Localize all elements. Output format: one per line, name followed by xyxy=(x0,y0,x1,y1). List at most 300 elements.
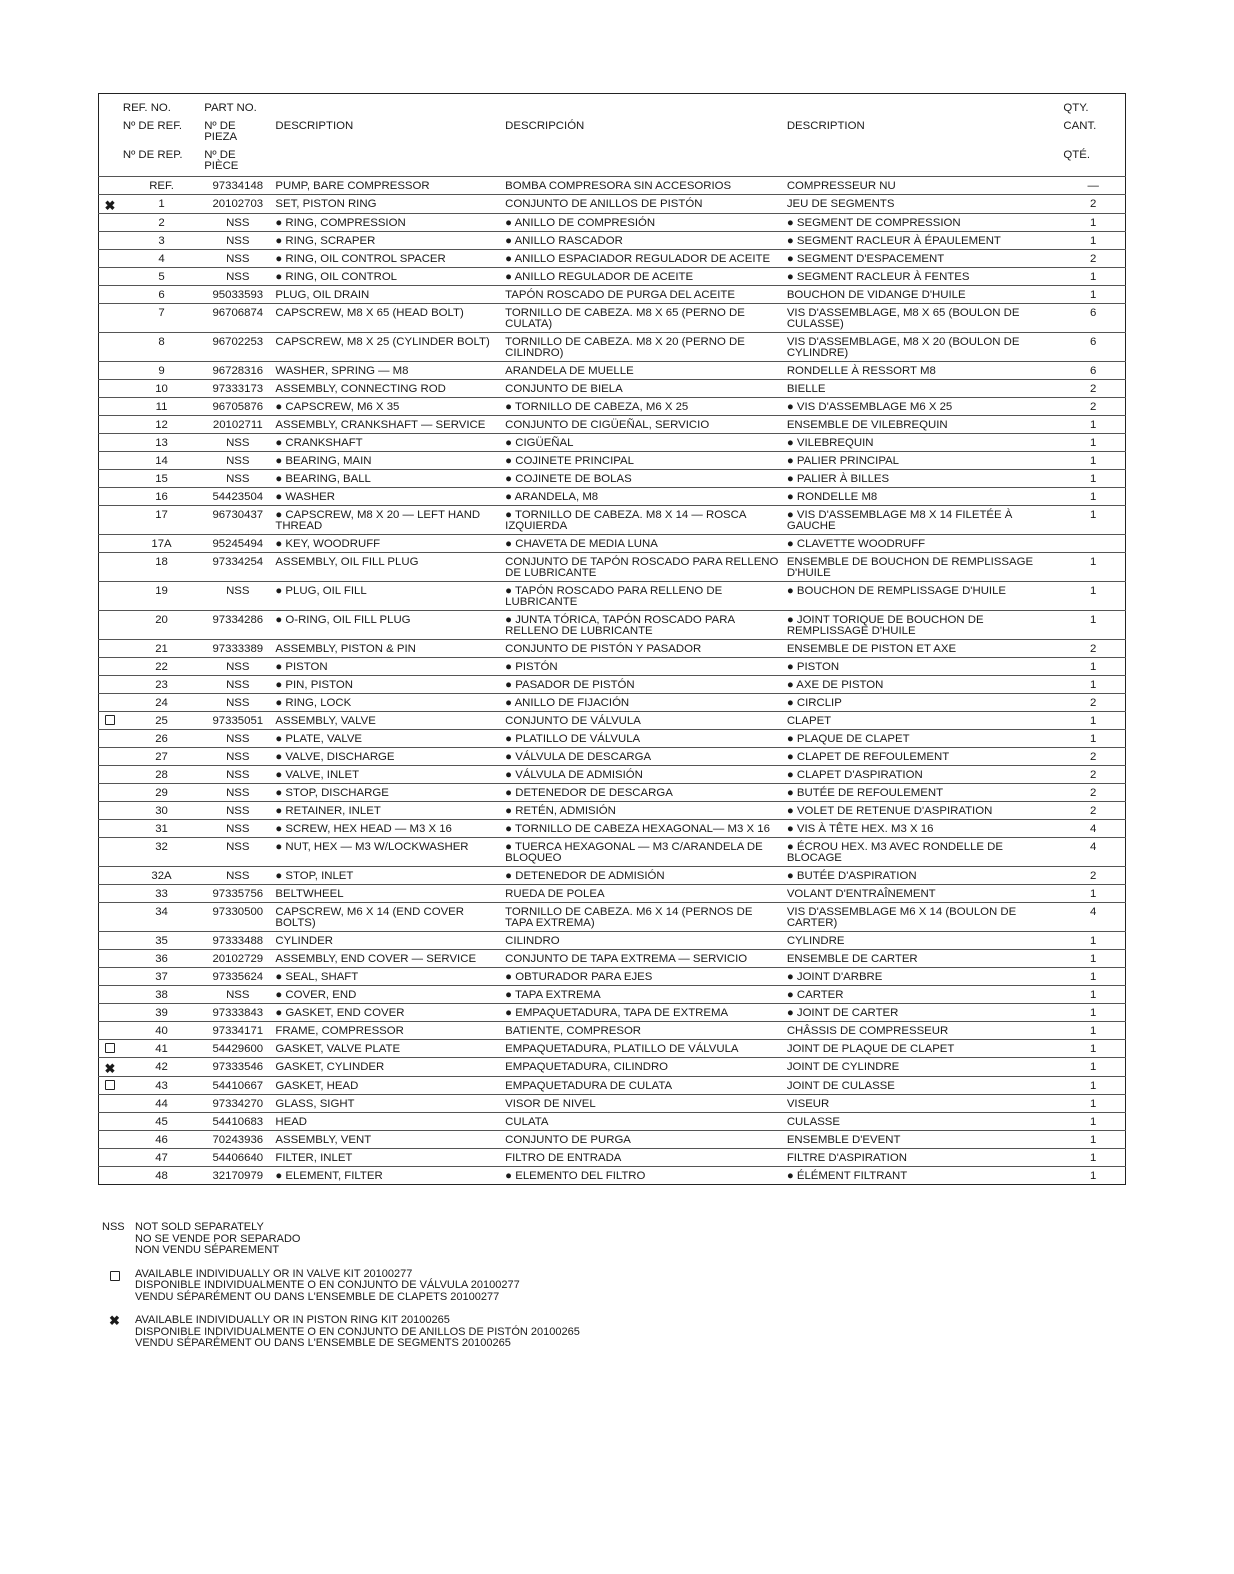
description-en-cell: FILTER, INLET xyxy=(275,1152,353,1165)
description-en-cell: ● VALVE, DISCHARGE xyxy=(275,751,395,764)
qty-cell: 1 xyxy=(1090,217,1097,230)
description-es-cell: CILINDRO xyxy=(505,935,560,948)
part-no-cell: NSS xyxy=(226,253,250,266)
description-en-cell: HEAD xyxy=(275,1116,308,1129)
description-fr-cell: ● VILEBREQUIN xyxy=(786,437,874,450)
description-en-cell: PLUG, OIL DRAIN xyxy=(275,289,370,302)
part-no-cell: 97330500 xyxy=(212,906,264,919)
ref-no-cell: 12 xyxy=(155,419,168,432)
part-no-cell: NSS xyxy=(226,271,250,284)
table-row xyxy=(99,611,1126,640)
ref-no-cell: 35 xyxy=(155,935,168,948)
valve-kit-icon xyxy=(102,1269,132,1285)
qty-cell: 1 xyxy=(1090,888,1097,901)
qty-cell xyxy=(1061,535,1125,553)
description-fr-cell: ● VIS D'ASSEMBLAGE M6 X 25 xyxy=(786,401,953,414)
description-fr-cell: VIS D'ASSEMBLAGE, M8 X 65 (BOULON DE CULASSE) xyxy=(786,307,1020,331)
description-en-cell: ● WASHER xyxy=(275,491,335,504)
mark-cell xyxy=(99,304,121,333)
qty-cell: 1 xyxy=(1090,715,1097,728)
mark-cell xyxy=(99,553,121,582)
description-en-cell: ● STOP, DISCHARGE xyxy=(275,787,389,800)
description-fr-cell: RONDELLE À RESSORT M8 xyxy=(786,365,936,378)
description-es-cell: ● VÁLVULA DE DESCARGA xyxy=(505,751,652,764)
part-no-cell: 20102729 xyxy=(212,953,264,966)
mark-cell xyxy=(99,333,121,362)
part-no-cell: NSS xyxy=(226,697,250,710)
description-en-cell: GLASS, SIGHT xyxy=(275,1098,355,1111)
ref-no-cell: 29 xyxy=(155,787,168,800)
qty-cell: 2 xyxy=(1090,197,1097,210)
qty-cell: — xyxy=(1087,179,1099,192)
ref-no-cell: 38 xyxy=(155,989,168,1002)
description-es-cell: ● ARANDELA, M8 xyxy=(505,491,599,504)
table-row xyxy=(99,802,1126,820)
mark-cell xyxy=(99,434,121,452)
qty-cell: 1 xyxy=(1090,1061,1097,1074)
table-row xyxy=(99,1040,1126,1058)
part-no-header-fr: Nº DE PIÈCE xyxy=(204,148,239,173)
description-en-cell: ● SEAL, SHAFT xyxy=(275,971,359,984)
description-fr-cell: ● PLAQUE DE CLAPET xyxy=(786,733,910,746)
table-row xyxy=(99,766,1126,784)
description-fr-cell: ● BUTÉE DE REFOULEMENT xyxy=(786,787,944,800)
table-row xyxy=(99,194,1126,213)
table-row xyxy=(99,398,1126,416)
description-fr-cell: ● VIS D'ASSEMBLAGE M8 X 14 FILETÉE À GAUCHE xyxy=(786,509,1013,533)
ref-no-header-es: Nº DE REF. xyxy=(122,120,183,132)
qty-cell: 1 xyxy=(1090,614,1097,627)
mark-cell xyxy=(99,802,121,820)
part-no-cell: 97333173 xyxy=(212,383,264,396)
description-es-cell: ● PASADOR DE PISTÓN xyxy=(505,679,635,692)
description-es-cell: ● OBTURADOR PARA EJES xyxy=(505,971,653,984)
part-no-cell: NSS xyxy=(226,841,250,854)
description-fr-cell: ● ÉCROU HEX. M3 AVEC RONDELLE DE BLOCAGE xyxy=(786,841,1004,865)
description-es-cell: CONJUNTO DE PURGA xyxy=(505,1134,631,1147)
description-fr-cell: ● BOUCHON DE REMPLISSAGE D'HUILE xyxy=(786,585,1007,598)
qty-cell: 1 xyxy=(1090,971,1097,984)
description-en-cell: ● RING, SCRAPER xyxy=(275,235,376,248)
table-row xyxy=(99,784,1126,802)
mark-cell xyxy=(99,176,121,194)
description-fr-cell: ● PALIER PRINCIPAL xyxy=(786,455,899,468)
qty-cell: 1 xyxy=(1090,1116,1097,1129)
description-fr-cell: ● PALIER À BILLES xyxy=(786,473,890,486)
footnote-line: NON VENDU SÉPAREMENT xyxy=(135,1244,280,1256)
description-fr-cell: BIELLE xyxy=(786,383,826,396)
piston-ring-kit-icon: ✖ xyxy=(104,1061,116,1077)
part-no-cell: NSS xyxy=(226,679,250,692)
table-row xyxy=(99,582,1126,611)
description-en-cell: ● STOP, INLET xyxy=(275,870,354,883)
qty-cell: 1 xyxy=(1090,935,1097,948)
ref-no-cell: 14 xyxy=(155,455,168,468)
ref-no-cell: 11 xyxy=(155,401,168,414)
mark-cell xyxy=(99,950,121,968)
part-no-cell: NSS xyxy=(226,661,250,674)
qty-cell: 2 xyxy=(1090,383,1097,396)
description-es-cell: ● ELEMENTO DEL FILTRO xyxy=(505,1170,646,1183)
table-row xyxy=(99,535,1126,553)
valve-kit-icon xyxy=(105,1080,115,1090)
description-es-cell: ● PISTÓN xyxy=(505,661,558,674)
description-en-cell: GASKET, CYLINDER xyxy=(275,1061,385,1074)
description-es-cell: ● ANILLO REGULADOR DE ACEITE xyxy=(505,271,694,284)
table-row xyxy=(99,362,1126,380)
part-no-header-es: Nº DE PIEZA xyxy=(204,120,238,144)
ref-no-cell: 33 xyxy=(155,888,168,901)
table-row xyxy=(99,452,1126,470)
mark-cell xyxy=(99,1058,121,1077)
description-en-cell: ● BEARING, MAIN xyxy=(275,455,372,468)
qty-cell: 2 xyxy=(1090,805,1097,818)
description-es-cell: ● TAPA EXTREMA xyxy=(505,989,601,1002)
mark-cell xyxy=(99,820,121,838)
qty-cell: 1 xyxy=(1090,419,1097,432)
part-no-cell: 95245494 xyxy=(212,538,264,551)
ref-no-cell: 20 xyxy=(155,614,168,627)
description-en-cell: GASKET, VALVE PLATE xyxy=(275,1043,401,1056)
mark-cell xyxy=(99,766,121,784)
mark-cell xyxy=(99,416,121,434)
mark-cell xyxy=(99,694,121,712)
qty-cell: 1 xyxy=(1090,271,1097,284)
mark-cell xyxy=(99,903,121,932)
description-fr-cell: ● ÉLÉMENT FILTRANT xyxy=(786,1170,908,1183)
part-no-cell: NSS xyxy=(226,989,250,1002)
part-no-cell: 97333843 xyxy=(212,1007,264,1020)
description-es-cell: ● EMPAQUETADURA, TAPA DE EXTREMA xyxy=(505,1007,729,1020)
part-no-cell: 96730437 xyxy=(212,509,264,522)
qty-cell: 1 xyxy=(1090,661,1097,674)
ref-no-cell: 47 xyxy=(155,1152,168,1165)
part-no-cell: 70243936 xyxy=(212,1134,264,1147)
table-row xyxy=(99,232,1126,250)
piston-ring-kit-icon: ✖ xyxy=(109,1313,120,1328)
description-en-cell: ● KEY, WOODRUFF xyxy=(275,538,381,551)
qty-cell: 1 xyxy=(1090,1080,1097,1093)
description-fr-cell: JOINT DE CULASSE xyxy=(786,1080,895,1093)
description-fr-cell: VOLANT D'ENTRAÎNEMENT xyxy=(786,888,936,901)
ref-no-cell: 23 xyxy=(155,679,168,692)
qty-cell: 1 xyxy=(1090,1134,1097,1147)
description-es-cell: VISOR DE NIVEL xyxy=(505,1098,596,1111)
mark-cell xyxy=(99,748,121,766)
mark-cell xyxy=(99,286,121,304)
mark-cell xyxy=(99,932,121,950)
qty-cell: 2 xyxy=(1090,787,1097,800)
qty-cell: 4 xyxy=(1090,906,1097,919)
mark-cell xyxy=(99,506,121,535)
ref-no-cell: 32 xyxy=(155,841,168,854)
table-row xyxy=(99,885,1126,903)
mark-cell xyxy=(99,986,121,1004)
description-fr-cell: ENSEMBLE D'EVENT xyxy=(786,1134,901,1147)
qty-cell: 2 xyxy=(1090,751,1097,764)
table-header xyxy=(99,94,1126,177)
description-en-cell: ● RING, LOCK xyxy=(275,697,352,710)
qty-cell: 6 xyxy=(1090,365,1097,378)
ref-no-cell: REF. xyxy=(149,179,174,192)
table-row xyxy=(99,1113,1126,1131)
mark-cell xyxy=(99,398,121,416)
mark-cell xyxy=(99,1040,121,1058)
part-no-cell: 97334270 xyxy=(212,1098,264,1111)
table-body xyxy=(99,176,1126,1185)
description-en-cell: ● RETAINER, INLET xyxy=(275,805,381,818)
valve-kit-icon xyxy=(105,715,115,725)
ref-no-cell: 40 xyxy=(155,1025,168,1038)
description-es-cell: RUEDA DE POLEA xyxy=(505,888,605,901)
ref-no-cell: 17A xyxy=(151,538,172,551)
description-en-cell: ● PIN, PISTON xyxy=(275,679,353,692)
part-no-cell: 96702253 xyxy=(212,336,264,349)
table-row xyxy=(99,640,1126,658)
parts-table xyxy=(98,93,1126,1185)
description-en-cell: ASSEMBLY, VALVE xyxy=(275,715,376,728)
footnote-line: VENDU SÉPARÉMENT OU DANS L'ENSEMBLE DE SEGMENTS 20100265 xyxy=(135,1337,511,1349)
footnote xyxy=(102,1315,580,1350)
description-es-cell: BATIENTE, COMPRESOR xyxy=(505,1025,642,1038)
qty-cell: 1 xyxy=(1090,1043,1097,1056)
description-en-cell: ● PLATE, VALVE xyxy=(275,733,363,746)
description-en-cell: ● PLUG, OIL FILL xyxy=(275,585,367,598)
footnote-line: NO SE VENDE POR SEPARADO xyxy=(135,1232,301,1245)
ref-no-cell: 24 xyxy=(155,697,168,710)
mark-cell xyxy=(99,452,121,470)
mark-cell xyxy=(99,250,121,268)
ref-no-cell: 25 xyxy=(155,715,168,728)
description-es-cell: TORNILLO DE CABEZA. M8 X 20 (PERNO DE CILINDRO) xyxy=(505,336,745,360)
description-en-cell: BELTWHEEL xyxy=(275,888,344,901)
ref-no-cell: 31 xyxy=(155,823,168,836)
table-row xyxy=(99,506,1126,535)
ref-no-cell: 10 xyxy=(155,383,168,396)
mark-cell xyxy=(99,582,121,611)
ref-no-cell: 22 xyxy=(155,661,168,674)
qty-cell: 1 xyxy=(1090,556,1097,569)
description-es-cell: ● TORNILLO DE CABEZA, M6 X 25 xyxy=(505,401,689,414)
qty-cell: 1 xyxy=(1090,733,1097,746)
description-en-cell: ● BEARING, BALL xyxy=(275,473,371,486)
mark-cell xyxy=(99,1167,121,1185)
description-fr-cell: ● SEGMENT RACLEUR À FENTES xyxy=(786,271,970,284)
part-no-cell: 54410683 xyxy=(212,1116,264,1129)
description-fr-cell: VISEUR xyxy=(786,1098,830,1111)
description-fr-cell: CULASSE xyxy=(786,1116,841,1129)
description-en-cell: ● CRANKSHAFT xyxy=(275,437,363,450)
description-en-cell: CAPSCREW, M8 X 65 (HEAD BOLT) xyxy=(275,307,464,320)
table-row xyxy=(99,176,1126,194)
mark-cell xyxy=(99,676,121,694)
part-no-cell: 97333389 xyxy=(212,643,264,656)
table-row xyxy=(99,286,1126,304)
qty-cell: 2 xyxy=(1090,769,1097,782)
qty-cell: 1 xyxy=(1090,1007,1097,1020)
description-es-cell: CONJUNTO DE VÁLVULA xyxy=(505,715,641,728)
table-row xyxy=(99,730,1126,748)
table-row xyxy=(99,1131,1126,1149)
description-es-cell: ● RETÉN, ADMISIÓN xyxy=(505,805,616,818)
mark-cell xyxy=(99,885,121,903)
description-es-cell: ● TAPÓN ROSCADO PARA RELLENO DE LUBRICANTE xyxy=(505,585,723,609)
description-fr-cell: FILTRE D'ASPIRATION xyxy=(786,1152,907,1165)
description-fr-cell: ● BUTÉE D'ASPIRATION xyxy=(786,870,917,883)
valve-kit-icon xyxy=(105,1043,115,1053)
mark-cell xyxy=(99,658,121,676)
description-es-cell: ARANDELA DE MUELLE xyxy=(505,365,634,378)
table-row xyxy=(99,1022,1126,1040)
mark-cell xyxy=(99,535,121,553)
ref-no-cell: 44 xyxy=(155,1098,168,1111)
table-row xyxy=(99,416,1126,434)
description-en-cell: CYLINDER xyxy=(275,935,333,948)
description-en-cell: ● NUT, HEX — M3 W/LOCKWASHER xyxy=(275,841,469,854)
part-no-cell: NSS xyxy=(226,585,250,598)
part-no-cell: NSS xyxy=(226,437,250,450)
ref-no-cell: 26 xyxy=(155,733,168,746)
description-es-cell: CONJUNTO DE CIGÜEÑAL, SERVICIO xyxy=(505,419,710,432)
part-no-cell: 97334254 xyxy=(212,556,264,569)
table-row xyxy=(99,712,1126,730)
description-en-cell: SET, PISTON RING xyxy=(275,197,377,210)
description-en-cell: ● GASKET, END COVER xyxy=(275,1007,405,1020)
part-no-cell: 54423504 xyxy=(212,491,264,504)
footnotes xyxy=(102,1222,580,1362)
part-no-cell: 54406640 xyxy=(212,1152,264,1165)
part-no-cell: NSS xyxy=(226,217,250,230)
table-row xyxy=(99,950,1126,968)
description-fr-cell: JOINT DE CYLINDRE xyxy=(786,1061,900,1074)
description-fr-cell: JEU DE SEGMENTS xyxy=(786,197,895,210)
description-fr-cell: ● JOINT D'ARBRE xyxy=(786,971,883,984)
description-es-cell: TORNILLO DE CABEZA. M6 X 14 (PERNOS DE TAPA EXTREMA) xyxy=(505,906,753,930)
qty-cell: 6 xyxy=(1090,307,1097,320)
description-header-es: DESCRIPCIÓN xyxy=(505,120,585,132)
qty-cell: 1 xyxy=(1090,235,1097,248)
table-row xyxy=(99,268,1126,286)
table-row xyxy=(99,488,1126,506)
part-no-cell: NSS xyxy=(226,733,250,746)
description-es-cell: ● CHAVETA DE MEDIA LUNA xyxy=(505,538,658,551)
table-row xyxy=(99,214,1126,232)
footnote-line: DISPONIBLE INDIVIDUALMENTE O EN CONJUNTO DE ANILLOS DE PISTÓN 20100265 xyxy=(135,1325,580,1338)
mark-cell xyxy=(99,867,121,885)
description-fr-cell: ● VIS À TÊTE HEX. M3 X 16 xyxy=(786,823,934,836)
ref-no-cell: 46 xyxy=(155,1134,168,1147)
mark-cell xyxy=(99,214,121,232)
table-row xyxy=(99,1149,1126,1167)
description-fr-cell: ● JOINT DE CARTER xyxy=(786,1007,899,1020)
description-es-cell: ● ANILLO ESPACIADOR REGULADOR DE ACEITE xyxy=(505,253,771,266)
part-no-cell: 54429600 xyxy=(212,1043,264,1056)
description-es-cell: ● CIGÜEÑAL xyxy=(505,437,574,450)
mark-cell xyxy=(99,268,121,286)
table-row xyxy=(99,658,1126,676)
description-es-cell: FILTRO DE ENTRADA xyxy=(505,1152,622,1165)
footnote-line: VENDU SÉPARÉMENT OU DANS L'ENSEMBLE DE CLAPETS 20100277 xyxy=(135,1290,500,1303)
ref-no-cell: 32A xyxy=(151,870,172,883)
footnote-symbol: NSS xyxy=(102,1221,125,1233)
description-es-cell: TAPÓN ROSCADO DE PURGA DEL ACEITE xyxy=(505,289,735,302)
footnote-line: AVAILABLE INDIVIDUALLY OR IN VALVE KIT 20100277 xyxy=(135,1267,413,1280)
ref-no-cell: 7 xyxy=(158,307,165,320)
part-no-cell: NSS xyxy=(226,769,250,782)
description-en-cell: ● RING, OIL CONTROL xyxy=(275,271,398,284)
description-fr-cell: CYLINDRE xyxy=(786,935,845,948)
qty-cell: 1 xyxy=(1090,953,1097,966)
description-en-cell: ● RING, OIL CONTROL SPACER xyxy=(275,253,446,266)
ref-no-cell: 15 xyxy=(155,473,168,486)
table-row xyxy=(99,250,1126,268)
ref-no-cell: 16 xyxy=(155,491,168,504)
ref-no-cell: 39 xyxy=(155,1007,168,1020)
description-es-cell: ● ANILLO DE COMPRESIÓN xyxy=(505,217,656,230)
part-no-cell: 32170979 xyxy=(212,1170,264,1183)
description-es-cell: EMPAQUETADURA, PLATILLO DE VÁLVULA xyxy=(505,1043,739,1056)
description-es-cell: ● VÁLVULA DE ADMISIÓN xyxy=(505,769,643,782)
mark-cell xyxy=(99,232,121,250)
table-row xyxy=(99,968,1126,986)
part-no-cell: 54410667 xyxy=(212,1080,264,1093)
mark-cell xyxy=(99,611,121,640)
qty-cell: 1 xyxy=(1090,437,1097,450)
description-en-cell: GASKET, HEAD xyxy=(275,1080,359,1093)
description-es-cell: CULATA xyxy=(505,1116,549,1129)
description-es-cell: CONJUNTO DE ANILLOS DE PISTÓN xyxy=(505,197,703,210)
description-es-cell: CONJUNTO DE PISTÓN Y PASADOR xyxy=(505,643,702,656)
qty-cell: 1 xyxy=(1090,679,1097,692)
table-row xyxy=(99,333,1126,362)
description-fr-cell: ● SEGMENT DE COMPRESSION xyxy=(786,217,961,230)
mark-cell xyxy=(99,380,121,398)
ref-no-cell: 17 xyxy=(155,509,168,522)
table-row xyxy=(99,903,1126,932)
description-fr-cell: JOINT DE PLAQUE DE CLAPET xyxy=(786,1043,955,1056)
part-no-cell: 97335051 xyxy=(212,715,264,728)
mark-cell xyxy=(99,470,121,488)
description-es-cell: ● ANILLO RASCADOR xyxy=(505,235,623,248)
ref-no-cell: 30 xyxy=(155,805,168,818)
part-no-cell: 95033593 xyxy=(212,289,264,302)
qty-cell: 1 xyxy=(1090,509,1097,522)
part-no-cell: NSS xyxy=(226,235,250,248)
footnote xyxy=(102,1269,580,1304)
footnote-line: DISPONIBLE INDIVIDUALMENTE O EN CONJUNTO DE VÁLVULA 20100277 xyxy=(135,1279,520,1291)
ref-no-cell: 8 xyxy=(158,336,165,349)
part-no-cell: 97333488 xyxy=(212,935,264,948)
description-fr-cell: ENSEMBLE DE VILEBREQUIN xyxy=(786,419,948,432)
mark-cell xyxy=(99,1113,121,1131)
part-no-cell: 20102703 xyxy=(212,197,264,210)
description-es-cell: BOMBA COMPRESORA SIN ACCESORIOS xyxy=(505,179,732,192)
table-row xyxy=(99,553,1126,582)
piston-ring-kit-icon: ✖ xyxy=(104,197,116,213)
mark-cell xyxy=(99,194,121,213)
description-en-cell: CAPSCREW, M6 X 14 (END COVER BOLTS) xyxy=(275,906,464,930)
ref-no-header-fr: Nº DE REP. xyxy=(122,148,183,161)
part-no-cell: 96705876 xyxy=(212,401,264,414)
footnote xyxy=(102,1222,580,1257)
description-en-cell: ASSEMBLY, VENT xyxy=(275,1134,372,1147)
description-es-cell: ● COJINETE DE BOLAS xyxy=(505,473,632,486)
description-fr-cell: ENSEMBLE DE PISTON ET AXE xyxy=(786,643,957,656)
mark-cell xyxy=(99,730,121,748)
qty-cell: 1 xyxy=(1090,491,1097,504)
ref-no-cell: 34 xyxy=(155,906,168,919)
part-no-cell: 97335756 xyxy=(212,888,264,901)
